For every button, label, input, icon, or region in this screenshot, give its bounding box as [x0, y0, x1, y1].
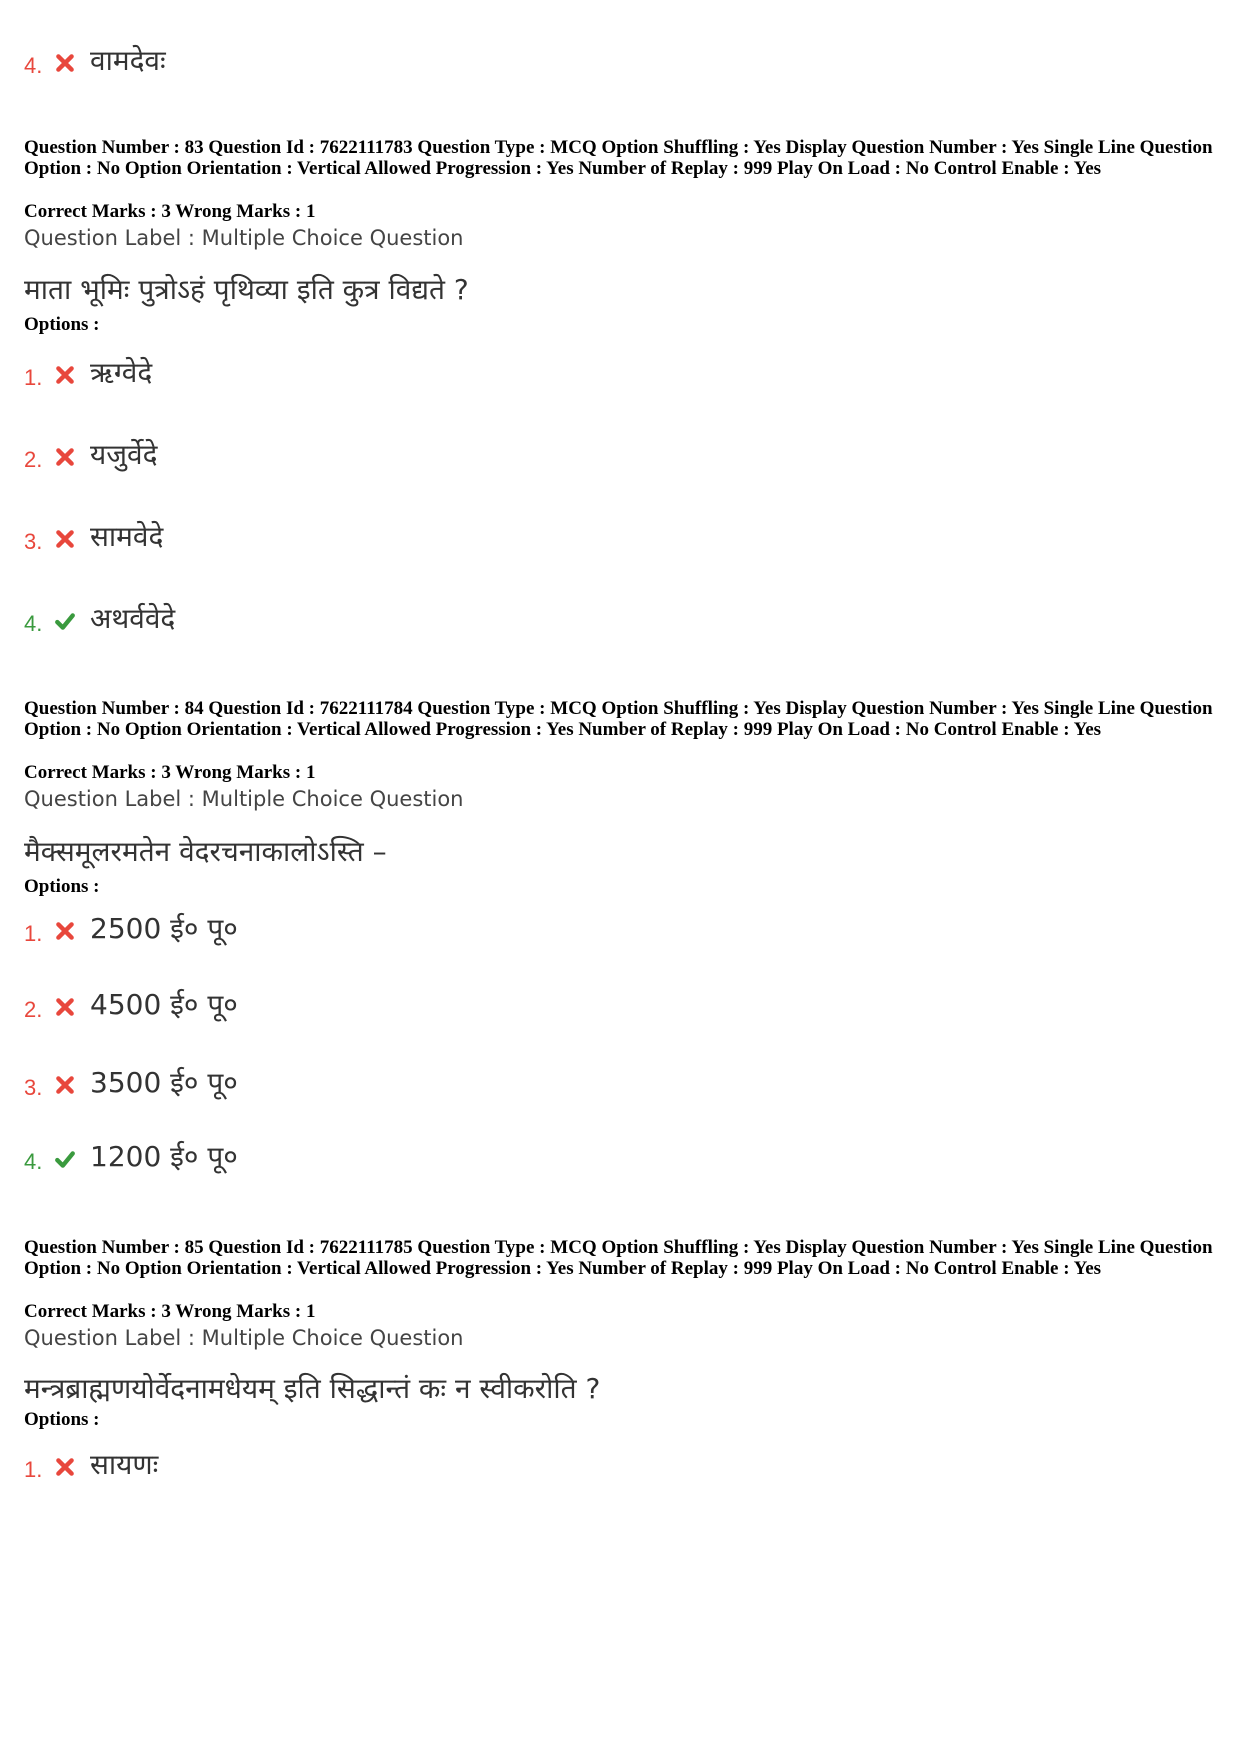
- check-icon: [54, 1148, 76, 1170]
- question-text: माता भूमिः पुत्रोऽहं पृथिव्या इति कुत्र विद्यते ?: [24, 273, 469, 306]
- option-row: [24, 1060, 238, 1100]
- option-text: 1200 ई० पू०: [90, 1140, 238, 1173]
- option-text: 3500 ई० पू०: [90, 1066, 238, 1099]
- cross-icon: [54, 1456, 76, 1478]
- option-text: सायणः: [90, 1448, 159, 1481]
- question-label: Question Label : Multiple Choice Question: [24, 787, 464, 811]
- option-number: 4.: [24, 1149, 43, 1174]
- question-meta: Question Number : 84 Question Id : 7622111784 Question Type : MCQ Option Shuffling : Yes Display Question Number : Yes Single Line Question Option : No Option Orientation : Vertical Allowed Progression : Yes Number of Replay : 999 Play On Load : No Control Enable : Yes: [24, 698, 1213, 740]
- option-row: [24, 906, 238, 946]
- question-label: Question Label : Multiple Choice Question: [24, 226, 464, 250]
- option-row: [24, 38, 166, 78]
- question-marks: Correct Marks : 3 Wrong Marks : 1: [24, 1301, 316, 1322]
- question-text: मैक्समूलरमतेन वेदरचनाकालोऽस्ति –: [24, 835, 387, 868]
- option-row: [24, 596, 175, 636]
- option-number: 1.: [24, 365, 43, 390]
- option-text: वामदेवः: [90, 44, 166, 77]
- option-row: [24, 982, 238, 1022]
- option-text: सामवेदे: [90, 520, 164, 553]
- question-label: Question Label : Multiple Choice Question: [24, 1326, 464, 1350]
- question-text: मन्त्रब्राह्मणयोर्वेदनामधेयम् इति सिद्धान्तं कः न स्वीकरोति ?: [24, 1372, 601, 1405]
- option-row: [24, 1134, 238, 1174]
- question-meta: Question Number : 85 Question Id : 7622111785 Question Type : MCQ Option Shuffling : Yes Display Question Number : Yes Single Line Question Option : No Option Orientation : Vertical Allowed Progression : Yes Number of Replay : 999 Play On Load : No Control Enable : Yes: [24, 1237, 1213, 1279]
- options-label: Options :: [24, 1409, 100, 1430]
- cross-icon: [54, 446, 76, 468]
- option-number: 3.: [24, 1075, 43, 1100]
- option-number: 2.: [24, 447, 43, 472]
- option-row: [24, 1442, 158, 1482]
- option-number: 4.: [24, 53, 43, 78]
- question-marks: Correct Marks : 3 Wrong Marks : 1: [24, 762, 316, 783]
- option-number: 1.: [24, 921, 43, 946]
- option-text: यजुर्वेदे: [90, 438, 158, 471]
- option-number: 2.: [24, 997, 43, 1022]
- option-text: 2500 ई० पू०: [90, 912, 238, 945]
- question-marks: Correct Marks : 3 Wrong Marks : 1: [24, 201, 316, 222]
- cross-icon: [54, 1074, 76, 1096]
- option-row: [24, 432, 157, 472]
- option-number: 3.: [24, 529, 43, 554]
- options-label: Options :: [24, 876, 100, 897]
- cross-icon: [54, 528, 76, 550]
- cross-icon: [54, 920, 76, 942]
- option-row: [24, 350, 152, 390]
- option-text: 4500 ई० पू०: [90, 988, 238, 1021]
- question-meta: Question Number : 83 Question Id : 7622111783 Question Type : MCQ Option Shuffling : Yes Display Question Number : Yes Single Line Question Option : No Option Orientation : Vertical Allowed Progression : Yes Number of Replay : 999 Play On Load : No Control Enable : Yes: [24, 137, 1213, 179]
- option-text: ऋग्वेदे: [90, 356, 153, 389]
- option-row: [24, 514, 163, 554]
- option-text: अथर्ववेदे: [90, 602, 176, 635]
- option-number: 4.: [24, 611, 43, 636]
- cross-icon: [54, 364, 76, 386]
- cross-icon: [54, 996, 76, 1018]
- option-number: 1.: [24, 1457, 43, 1482]
- options-label: Options :: [24, 314, 100, 335]
- cross-icon: [54, 52, 76, 74]
- check-icon: [54, 610, 76, 632]
